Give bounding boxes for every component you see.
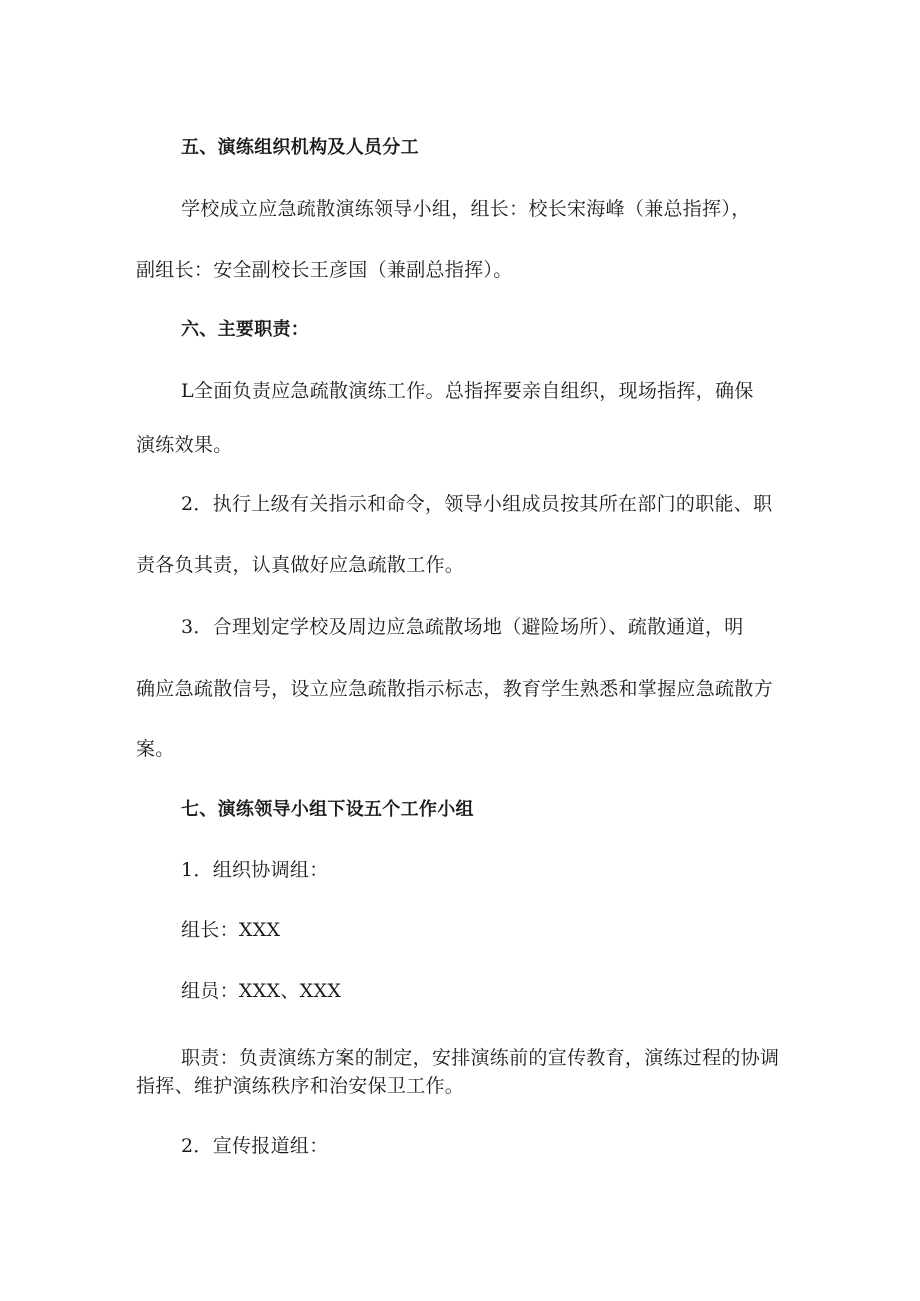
group-1-members: 组员：XXX、XXX — [181, 980, 342, 1002]
group-1-duty-line-2: 指挥、维护演练秩序和治安保卫工作。 — [136, 1075, 465, 1097]
section-6-item-1-line-2: 演练效果。 — [136, 434, 233, 456]
section-7-heading: 七、演练领导小组下设五个工作小组 — [181, 799, 474, 820]
group-1-leader: 组长：XXX — [181, 919, 281, 941]
section-5-paragraph-line-1: 学校成立应急疏散演练领导小组，组长：校长宋海峰（兼总指挥）， — [181, 198, 751, 220]
section-6-heading: 六、主要职责： — [181, 319, 310, 340]
section-6-item-1-line-1: L全面负责应急疏散演练工作。总指挥要亲自组织，现场指挥，确保 — [181, 380, 754, 402]
group-1-title: 1．组织协调组： — [181, 859, 329, 881]
section-6-item-2-line-1: 2．执行上级有关指示和命令，领导小组成员按其所在部门的职能、职 — [181, 493, 773, 515]
section-6-item-2-line-2: 责各负其责，认真做好应急疏散工作。 — [136, 554, 465, 576]
group-2-title: 2．宣传报道组： — [181, 1135, 329, 1157]
group-1-duty-line-1: 职责：负责演练方案的制定，安排演练前的宣传教育，演练过程的协调 — [181, 1047, 780, 1069]
section-5-heading: 五、演练组织机构及人员分工 — [181, 137, 419, 158]
section-6-item-3-line-1: 3．合理划定学校及周边应急疏散场地（避险场所）、疏散通道，明 — [181, 616, 744, 638]
section-6-item-3-line-2: 确应急疏散信号，设立应急疏散指示标志，教育学生熟悉和掌握应急疏散方 — [136, 678, 773, 700]
section-5-paragraph-line-2: 副组长：安全副校长王彦国（兼副总指挥）。 — [136, 259, 513, 281]
section-6-item-3-line-3: 案。 — [136, 738, 175, 760]
